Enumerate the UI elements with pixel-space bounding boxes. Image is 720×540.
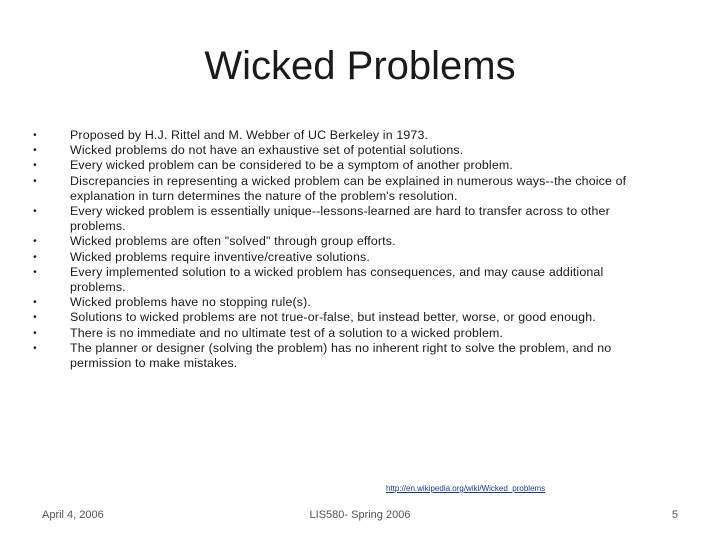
- bullet-text: Every wicked problem can be considered to be a symptom of another problem.: [70, 158, 513, 173]
- bullet-dot-icon: •: [33, 297, 37, 309]
- bullet-item: [28, 158, 660, 173]
- bullet-text: The planner or designer (solving the problem) has no inherent right to solve the problem, and no permission to make mistakes.: [70, 340, 612, 371]
- footer-date: April 4, 2006: [42, 509, 104, 521]
- bullet-dot-icon: •: [33, 175, 37, 187]
- bullet-text: Discrepancies in representing a wicked problem can be explained in numerous ways--the choice of explanation in turn determines the nature of the problem's resolution.: [70, 173, 627, 203]
- bullet-text: Proposed by H.J. Rittel and M. Webber of UC Berkeley in 1973.: [70, 128, 429, 142]
- bullet-text: Every implemented solution to a wicked problem has consequences, and may cause additional problems.: [70, 264, 604, 295]
- bullet-dot-icon: •: [33, 236, 37, 248]
- bullet-item: [28, 234, 660, 249]
- bullet-list: [28, 128, 660, 371]
- footer-course: LIS580- Spring 2006: [309, 509, 411, 521]
- bullet-dot-icon: •: [33, 312, 37, 324]
- bullet-text: Wicked problems require inventive/creative solutions.: [70, 249, 370, 264]
- source-link[interactable]: http://en.wikipedia.org/wiki/Wicked_problems: [386, 484, 546, 493]
- bullet-item: [28, 341, 660, 371]
- bullet-dot-icon: •: [33, 130, 37, 141]
- page-number: 5: [671, 509, 678, 521]
- bullet-item: [28, 295, 660, 310]
- bullet-text: There is no immediate and no ultimate test of a solution to a wicked problem.: [70, 325, 504, 340]
- bullet-text: Wicked problems do not have an exhaustive set of potential solutions.: [70, 143, 464, 158]
- bullet-item: [28, 143, 660, 158]
- bullet-dot-icon: •: [33, 206, 37, 218]
- bullet-dot-icon: •: [33, 145, 37, 157]
- bullet-dot-icon: •: [33, 327, 37, 339]
- bullet-item: [28, 250, 660, 265]
- slide-title: Wicked Problems: [204, 44, 516, 88]
- bullet-item: [28, 310, 660, 325]
- bullet-dot-icon: •: [33, 342, 37, 354]
- bullet-text: Wicked problems are often "solved" through group efforts.: [70, 234, 396, 249]
- bullet-item: [28, 128, 660, 143]
- bullet-text: Wicked problems have no stopping rule(s).: [70, 295, 311, 310]
- bullet-text: Solutions to wicked problems are not true-or-false, but instead better, worse, or good enough.: [70, 310, 596, 325]
- bullet-dot-icon: •: [33, 160, 37, 172]
- bullet-item: [28, 174, 660, 204]
- bullet-text: Every wicked problem is essentially unique--lessons-learned are hard to transfer across to other problems.: [70, 204, 610, 234]
- bullet-item: [28, 326, 660, 341]
- bullet-item: [28, 204, 660, 234]
- bullet-item: [28, 265, 660, 295]
- bullet-dot-icon: •: [33, 266, 37, 278]
- bullet-dot-icon: •: [33, 251, 37, 263]
